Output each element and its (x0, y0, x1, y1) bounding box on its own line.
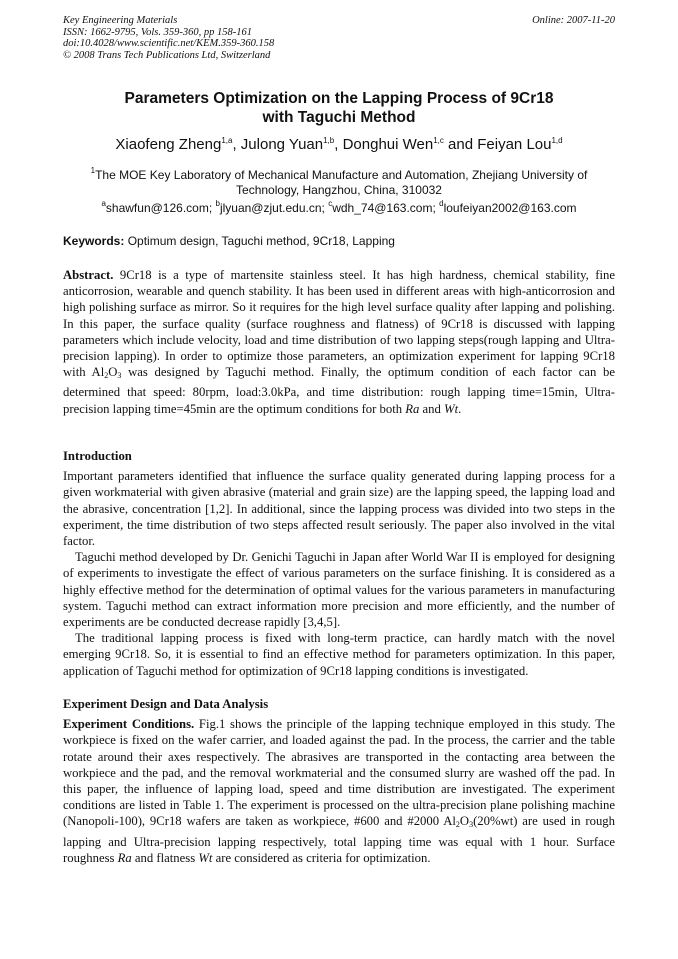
affiliation: $^1$The MOE Key Laboratory of Mechanical Manufacture and Automation, Zhejiang University of Technology, Hangzhou, China, 310032 (90, 166, 588, 197)
author: Donghui Wen$^{1,c}$ and (342, 136, 478, 153)
journal-name: Key Engineering Materials (63, 15, 178, 26)
journal-header (63, 15, 274, 61)
online-date: Online: 2007-11-20 (532, 15, 615, 26)
authors (40, 136, 638, 153)
introduction-section (63, 448, 615, 679)
paper-title (63, 89, 615, 127)
emails: $^a$shawfun@126.com; $^b$jlyuan@zjut.edu.cn; $^c$wdh_74@163.com; $^d$loufeiyan2002@163.com (101, 199, 577, 215)
paragraph: The traditional lapping process is fixed with long-term practice, can hardly match with the novel emerging 9Cr18. So, it is essential to find an effective method for parameters optimization. In this paper, application of Taguchi method for optimization of 9Cr18 lapping conditions is investigated. (63, 631, 615, 678)
paragraph: Experiment Conditions. Fig.1 shows the principle of the lapping technique employed in this study. The workpiece is fixed on the wafer carrier, and loaded against the pad. In the process, the carrier and the table rotate around their axes respectively. The abrasives are transported in the contacting area between the workpiece and the pad, and the removal workmaterial and the consumed slurry are washed off the pad. In this paper, the influence of lapping load, speed and time distribution are investigated. The experiment conditions are listed in Table 1. The experiment is processed on the ultra-precision plane polishing machine (Nanopoli-100), 9Cr18 wafers are taken as workpiece, #600 and #2000 $Al_2O_3(20\%wt)$ are used in rough lapping and Ultra-precision lapping respectively, total lapping time was equal with 1 hour. Surface roughness Ra and flatness Wt are considered as criteria for optimization. (63, 717, 615, 865)
author: Feiyan Lou$^{1,d}$ (477, 136, 563, 153)
title-line-2: with Taguchi Method (262, 109, 416, 126)
experiment-section (63, 696, 615, 866)
section-heading: Experiment Design and Data Analysis (63, 697, 269, 711)
section-heading: Introduction (63, 449, 132, 463)
author: Julong Yuan$^{1,b}$, (240, 136, 343, 153)
keywords: Keywords: Optimum design, Taguchi method, 9Cr18, Lapping (63, 234, 395, 248)
paragraph: Taguchi method developed by Dr. Genichi Taguchi in Japan after World War II is employed for designing of experiments to investigate the effect of various parameters on the surface finishing. It is considered as a highly effective method for the determination of optimal values for the various parameters in manufacturing system. Taguchi method can extract information more precision and more efficiently, and the number of experiments are be conducted decrease rapidly [3,4,5]. (63, 550, 615, 630)
copyright: © 2008 Trans Tech Publications Ltd, Switzerland (63, 49, 271, 61)
paragraph: Important parameters identified that influence the surface quality generated during lapping process for a given workmaterial with given abrasive (material and grain size) are the lapping speed, the lapping load and the abrasive, concentration [1,2]. In additional, since the lapping process was divided into two steps in the experiment, the time distribution of two steps affected result seriously. The paper also involved in the vital factor. (63, 469, 615, 549)
doi: doi:10.4028/www.scientific.net/KEM.359-360.158 (63, 38, 275, 49)
abstract: Abstract. 9Cr18 is a type of martensite stainless steel. It has high hardness, chemical stability, fine anticorrosion, wearable and quench stability. It has been used in different areas with high-anticorrosion and high polishing surface as mirror. So it requires for the high level surface quality after lapping and polishing. In this paper, the surface quality (surface roughness and flatness) of 9Cr18 is discussed with lapping parameters which include velocity, load and time distribution of two lapping steps(rough lapping and Ultra-precision lapping). In order to optimize those parameters, an optimization experiment for lapping 9Cr18 with $Al_2O_3$ was designed by Taguchi method. Finally, the optimum condition of each factor can be determined that speed: 80rpm, load:3.0kPa, and time distribution: rough lapping time=15min, Ultra-precision lapping time=45min are the optimum conditions for both Ra and Wt. (63, 268, 615, 416)
title-line-1: Parameters Optimization on the Lapping Process of 9Cr18 (124, 90, 554, 107)
author: Xiaofeng Zheng$^{1,a}$, (115, 136, 241, 153)
issn: ISSN: 1662-9795, Vols. 359-360, pp 158-161 (63, 26, 252, 38)
